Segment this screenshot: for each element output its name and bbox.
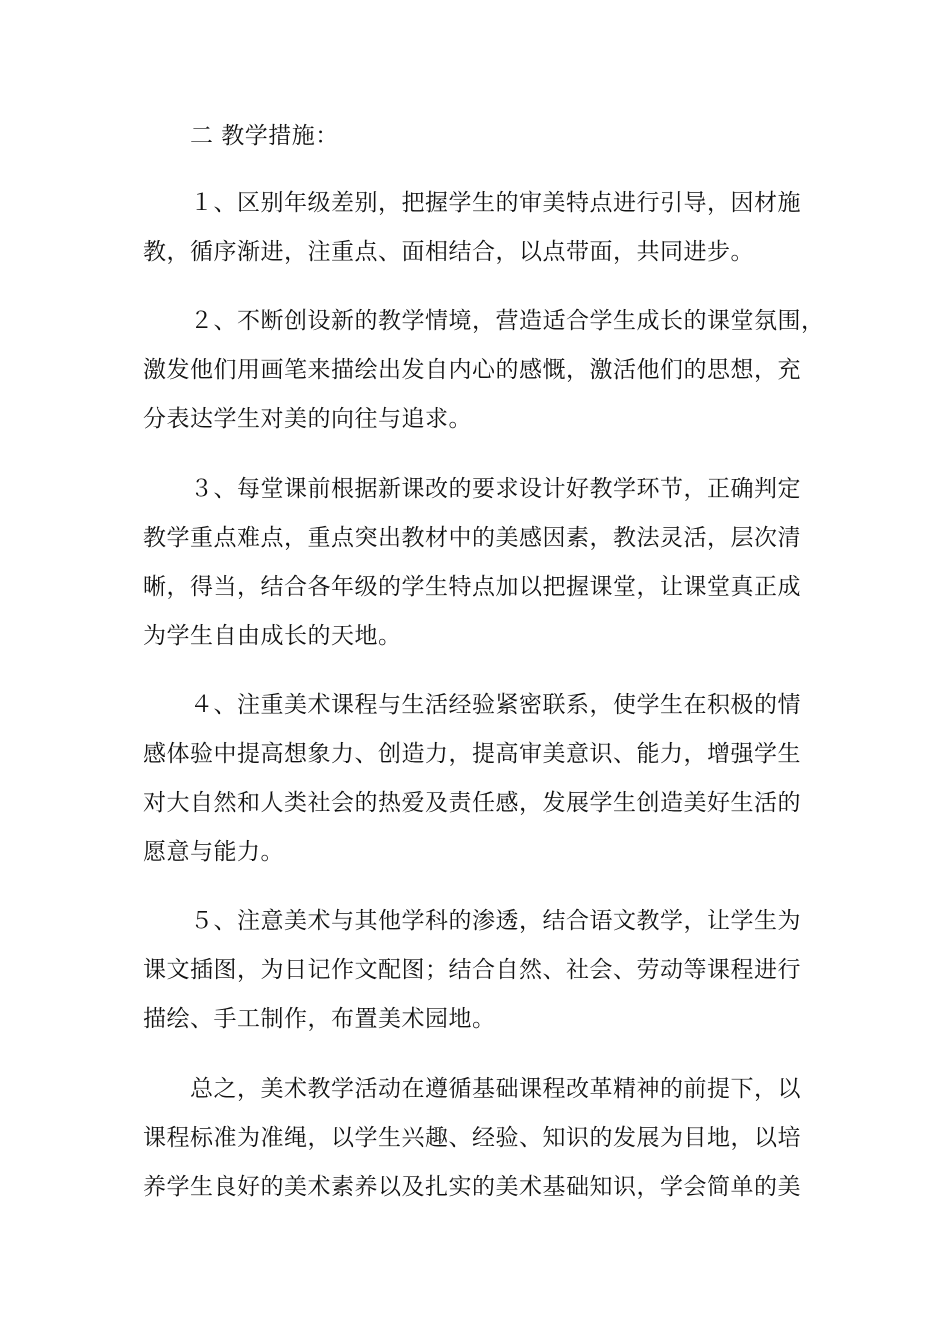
paragraph-line: 养学生良好的美术素养以及扎实的美术基础知识，学会简单的美 [143,1174,801,1200]
paragraph-line: ３、每堂课前根据新课改的要求设计好教学环节，正确判定 [190,476,801,502]
paragraph-line: ５、注意美术与其他学科的渗透，结合语文教学，让学生为 [190,908,801,934]
paragraph-line: 分表达学生对美的向往与追求。 [143,406,472,432]
paragraph-line: 感体验中提高想象力、创造力，提高审美意识、能力，增强学生 [143,741,801,767]
paragraph-line: 愿意与能力。 [143,839,284,865]
paragraph-line: 总之，美术教学活动在遵循基础课程改革精神的前提下，以 [190,1076,801,1102]
paragraph-line: 描绘、手工制作，布置美术园地。 [143,1006,496,1032]
paragraph-line: 课程标准为准绳，以学生兴趣、经验、知识的发展为目地，以培 [143,1125,801,1151]
paragraph-line: ２、不断创设新的教学情境，营造适合学生成长的课堂氛围， [190,308,825,334]
paragraph-line: 课文插图，为日记作文配图；结合自然、社会、劳动等课程进行 [143,957,801,983]
paragraph-line: 为学生自由成长的天地。 [143,623,402,649]
paragraph-line: 教学重点难点，重点突出教材中的美感因素，教法灵活，层次清 [143,525,801,551]
paragraph-line: 晰，得当，结合各年级的学生特点加以把握课堂，让课堂真正成 [143,574,801,600]
paragraph-line: １、区别年级差别，把握学生的审美特点进行引导，因材施 [190,190,801,216]
paragraph-line: ４、注重美术课程与生活经验紧密联系，使学生在积极的情 [190,692,801,718]
paragraph-line: 教，循序渐进，注重点、面相结合，以点带面，共同进步。 [143,239,754,265]
section-heading: 二 教学措施： [190,123,339,149]
paragraph-line: 激发他们用画笔来描绘出发自内心的感慨，激活他们的思想，充 [143,357,801,383]
paragraph-line: 对大自然和人类社会的热爱及责任感，发展学生创造美好生活的 [143,790,801,816]
